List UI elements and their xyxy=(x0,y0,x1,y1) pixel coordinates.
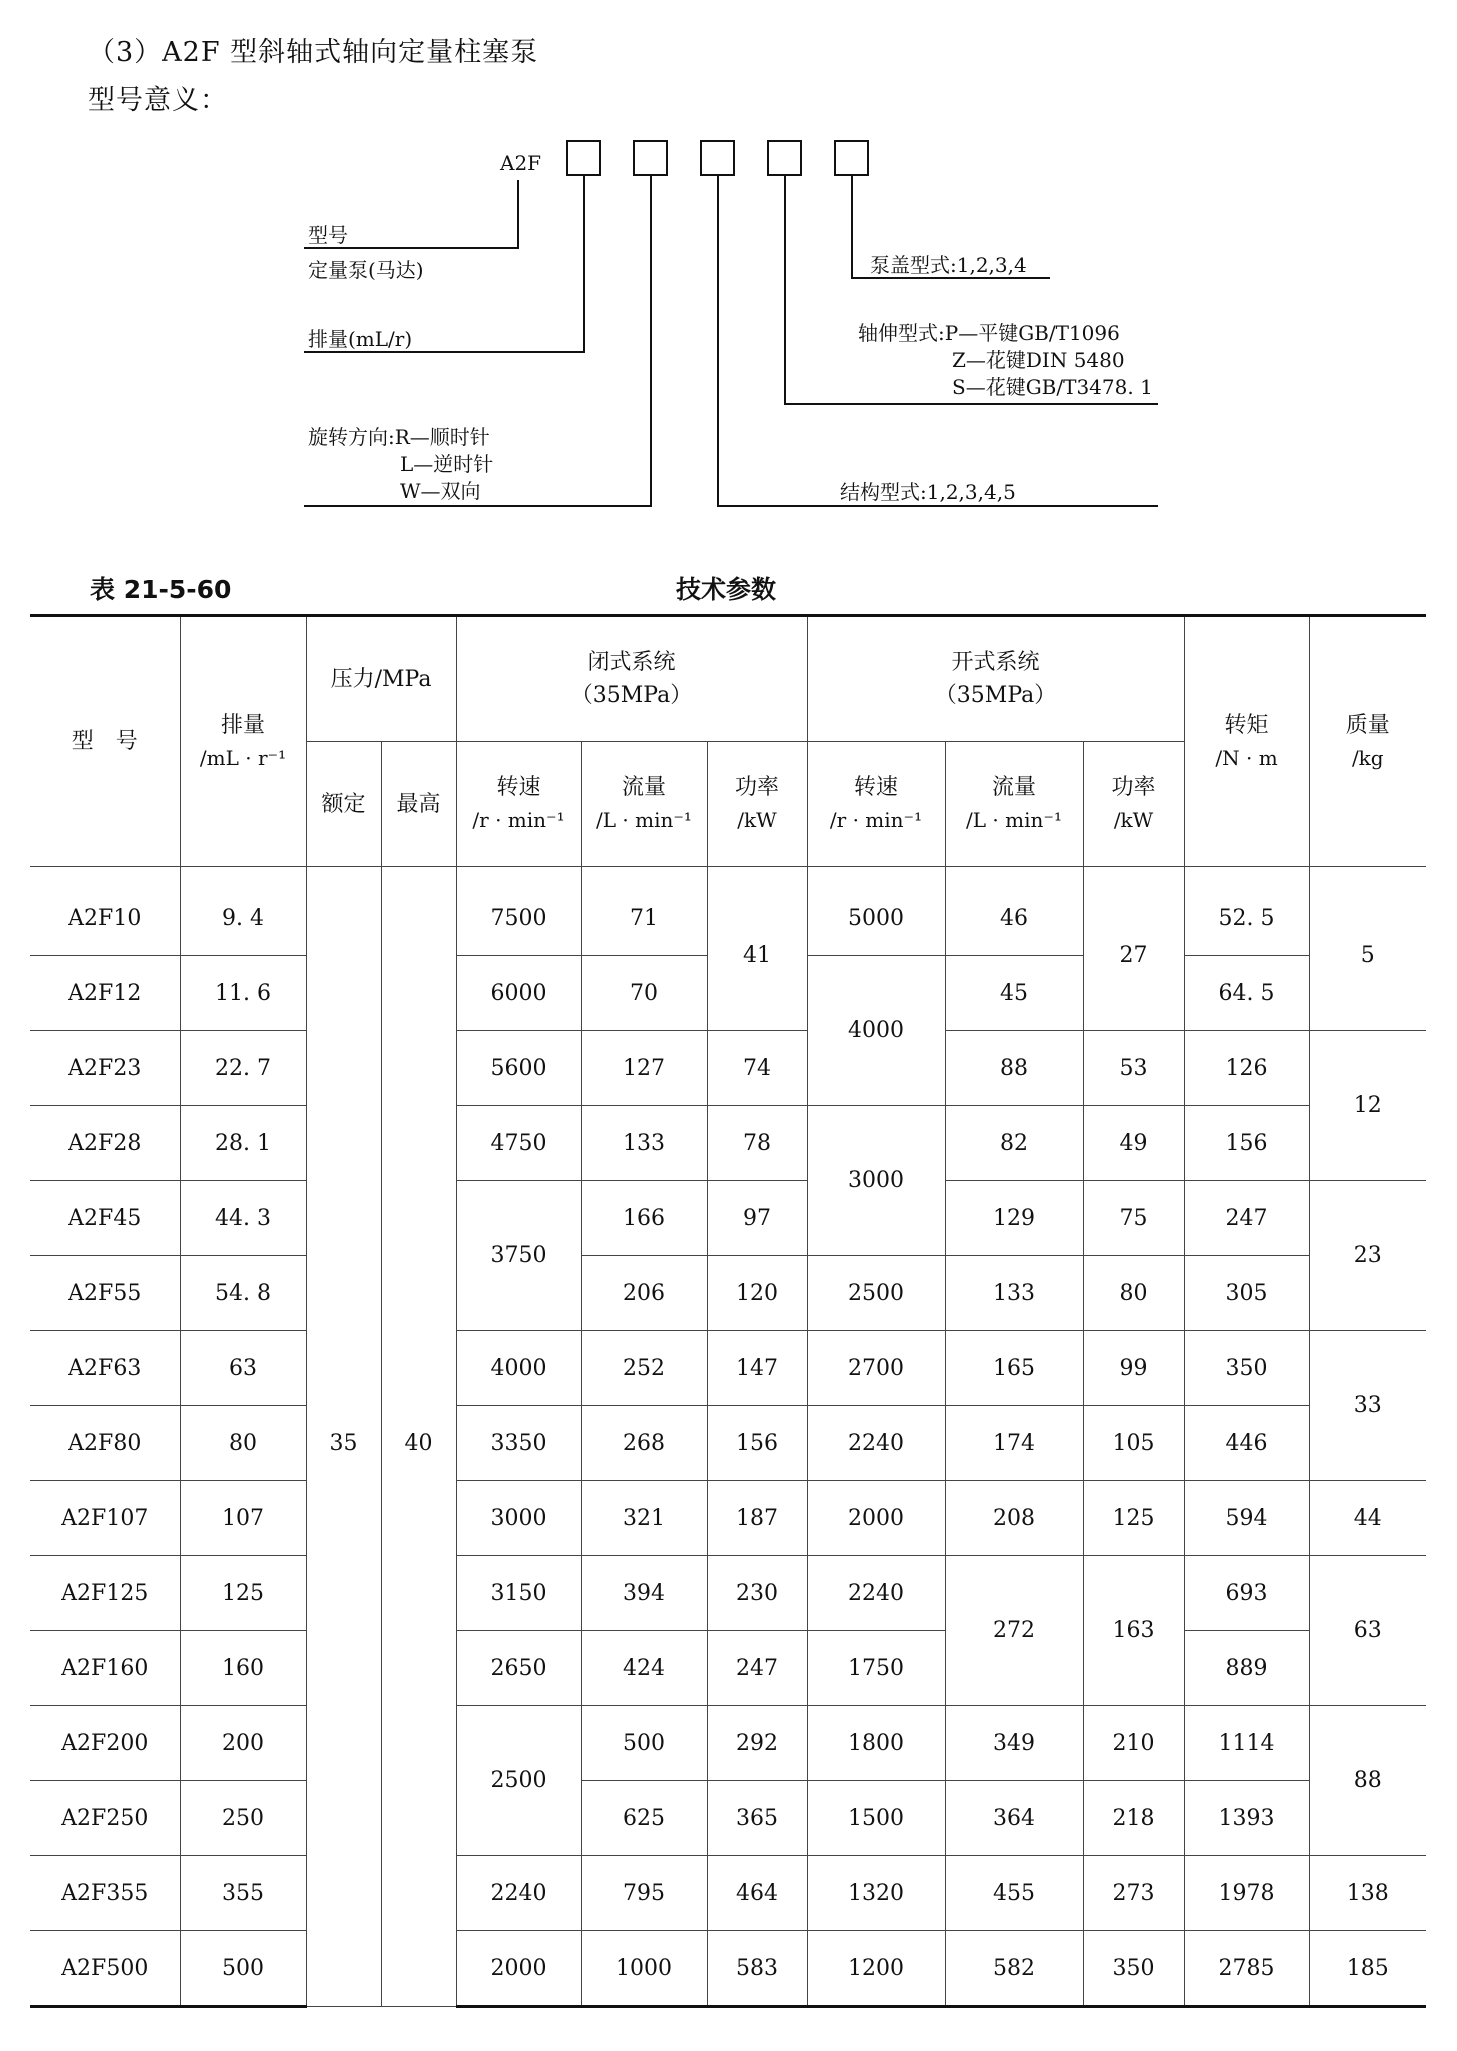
label-cover: 泵盖型式:1,2,3,4 xyxy=(870,253,1027,277)
header-open-speed: 转速 /r · min⁻¹ xyxy=(807,742,945,867)
cell-displacement: 160 xyxy=(180,1631,306,1706)
label-structure: 结构型式:1,2,3,4,5 xyxy=(840,480,1016,504)
cell-model: A2F45 xyxy=(30,1181,180,1256)
label-shaft-3: S—花键GB/T3478. 1 xyxy=(952,375,1153,399)
table-row xyxy=(30,867,1426,956)
cell-closed-speed: 3750 xyxy=(456,1181,581,1331)
cell-closed-power: 247 xyxy=(707,1631,807,1706)
cell-open-power: 163 xyxy=(1083,1556,1184,1706)
cell-open-flow: 46 xyxy=(945,867,1083,956)
cell-open-flow: 133 xyxy=(945,1256,1083,1331)
cell-displacement: 355 xyxy=(180,1856,306,1931)
cell-open-speed: 1320 xyxy=(807,1856,945,1931)
tech-params-table xyxy=(30,614,1426,2008)
cell-open-flow: 582 xyxy=(945,1931,1083,2007)
cell-closed-power: 292 xyxy=(707,1706,807,1781)
cell-max-pressure: 40 xyxy=(381,867,456,2007)
cell-open-power: 53 xyxy=(1083,1031,1184,1106)
cell-model: A2F355 xyxy=(30,1856,180,1931)
cell-closed-flow: 71 xyxy=(581,867,707,956)
cell-model: A2F12 xyxy=(30,956,180,1031)
table-row xyxy=(30,1856,1426,1931)
cell-open-flow: 165 xyxy=(945,1331,1083,1406)
cell-closed-flow: 625 xyxy=(581,1781,707,1856)
cell-open-speed: 3000 xyxy=(807,1106,945,1256)
cell-model: A2F107 xyxy=(30,1481,180,1556)
cell-open-power: 49 xyxy=(1083,1106,1184,1181)
cell-displacement: 250 xyxy=(180,1781,306,1856)
label-model: 型号 xyxy=(308,223,348,247)
code-box-1 xyxy=(567,141,600,175)
cell-closed-power: 78 xyxy=(707,1106,807,1181)
header-closed-system: 闭式系统 （35MPa） xyxy=(456,616,807,742)
cell-model: A2F125 xyxy=(30,1556,180,1631)
header-mass: 质量 /kg xyxy=(1309,616,1426,867)
cell-open-speed: 1800 xyxy=(807,1706,945,1781)
cell-open-speed: 2500 xyxy=(807,1256,945,1331)
cell-closed-speed: 3000 xyxy=(456,1481,581,1556)
cell-torque: 64. 5 xyxy=(1184,956,1309,1031)
cell-closed-flow: 424 xyxy=(581,1631,707,1706)
label-shaft-1: 轴伸型式:P—平键GB/T1096 xyxy=(858,321,1120,345)
cell-open-power: 99 xyxy=(1083,1331,1184,1406)
cell-open-speed: 4000 xyxy=(807,956,945,1106)
cell-open-flow: 45 xyxy=(945,956,1083,1031)
cell-displacement: 28. 1 xyxy=(180,1106,306,1181)
table-row xyxy=(30,1481,1426,1556)
cell-closed-power: 120 xyxy=(707,1256,807,1331)
cell-open-flow: 349 xyxy=(945,1706,1083,1781)
model-prefix: A2F xyxy=(500,151,542,175)
cell-open-flow: 174 xyxy=(945,1406,1083,1481)
cell-mass: 12 xyxy=(1309,1031,1426,1181)
cell-open-power: 80 xyxy=(1083,1256,1184,1331)
table-title: 技术参数 xyxy=(676,575,777,604)
cell-closed-speed: 4000 xyxy=(456,1331,581,1406)
cell-closed-power: 156 xyxy=(707,1406,807,1481)
cell-closed-speed: 2500 xyxy=(456,1706,581,1856)
cell-open-power: 273 xyxy=(1083,1856,1184,1931)
cell-closed-speed: 4750 xyxy=(456,1106,581,1181)
cell-torque: 1114 xyxy=(1184,1706,1309,1781)
cell-displacement: 11. 6 xyxy=(180,956,306,1031)
cell-torque: 446 xyxy=(1184,1406,1309,1481)
cell-mass: 33 xyxy=(1309,1331,1426,1481)
cell-closed-flow: 1000 xyxy=(581,1931,707,2007)
table-row xyxy=(30,1931,1426,2007)
cell-model: A2F500 xyxy=(30,1931,180,2007)
cell-open-flow: 129 xyxy=(945,1181,1083,1256)
cell-closed-flow: 321 xyxy=(581,1481,707,1556)
cell-model: A2F160 xyxy=(30,1631,180,1706)
cell-closed-power: 41 xyxy=(707,867,807,1031)
cell-closed-speed: 2240 xyxy=(456,1856,581,1931)
cell-closed-speed: 3150 xyxy=(456,1556,581,1631)
table-row xyxy=(30,1556,1426,1631)
cell-closed-flow: 133 xyxy=(581,1106,707,1181)
cell-closed-power: 74 xyxy=(707,1031,807,1106)
code-box-5 xyxy=(835,141,868,175)
model-meaning-label: 型号意义： xyxy=(88,85,228,116)
table-row xyxy=(30,1106,1426,1181)
cell-open-power: 125 xyxy=(1083,1481,1184,1556)
cell-closed-power: 187 xyxy=(707,1481,807,1556)
header-displacement: 排量 /mL · r⁻¹ xyxy=(180,616,306,867)
code-box-4 xyxy=(768,141,801,175)
cell-displacement: 54. 8 xyxy=(180,1256,306,1331)
cell-torque: 2785 xyxy=(1184,1931,1309,2007)
table-row xyxy=(30,1181,1426,1256)
label-rotation-1: 旋转方向:R—顺时针 xyxy=(308,425,490,449)
cell-closed-speed: 6000 xyxy=(456,956,581,1031)
cell-mass: 138 xyxy=(1309,1856,1426,1931)
header-pressure: 压力/MPa xyxy=(306,616,456,742)
cell-closed-speed: 2650 xyxy=(456,1631,581,1706)
cell-torque: 305 xyxy=(1184,1256,1309,1331)
cell-open-power: 75 xyxy=(1083,1181,1184,1256)
cell-closed-flow: 166 xyxy=(581,1181,707,1256)
cell-model: A2F55 xyxy=(30,1256,180,1331)
cell-model: A2F10 xyxy=(30,867,180,956)
cell-closed-flow: 268 xyxy=(581,1406,707,1481)
cell-closed-power: 464 xyxy=(707,1856,807,1931)
header-closed-power: 功率 /kW xyxy=(707,742,807,867)
cell-closed-power: 583 xyxy=(707,1931,807,2007)
cell-open-speed: 1750 xyxy=(807,1631,945,1706)
cell-model: A2F63 xyxy=(30,1331,180,1406)
cell-closed-flow: 500 xyxy=(581,1706,707,1781)
cell-open-speed: 2700 xyxy=(807,1331,945,1406)
cell-open-speed: 1500 xyxy=(807,1781,945,1856)
cell-mass: 5 xyxy=(1309,867,1426,1031)
cell-torque: 350 xyxy=(1184,1331,1309,1406)
code-box-2 xyxy=(634,141,667,175)
cell-open-speed: 2240 xyxy=(807,1406,945,1481)
cell-torque: 693 xyxy=(1184,1556,1309,1631)
cell-open-flow: 272 xyxy=(945,1556,1083,1706)
cell-closed-flow: 252 xyxy=(581,1331,707,1406)
cell-displacement: 500 xyxy=(180,1931,306,2007)
cell-open-speed: 1200 xyxy=(807,1931,945,2007)
cell-torque: 1393 xyxy=(1184,1781,1309,1856)
label-rotation-2: L—逆时针 xyxy=(400,452,494,476)
cell-mass: 44 xyxy=(1309,1481,1426,1556)
cell-open-speed: 2000 xyxy=(807,1481,945,1556)
cell-displacement: 44. 3 xyxy=(180,1181,306,1256)
cell-rated-pressure: 35 xyxy=(306,867,381,2007)
cell-model: A2F200 xyxy=(30,1706,180,1781)
table-row xyxy=(30,1406,1426,1481)
cell-mass: 63 xyxy=(1309,1556,1426,1706)
cell-open-flow: 455 xyxy=(945,1856,1083,1931)
cell-closed-speed: 3350 xyxy=(456,1406,581,1481)
cell-mass: 23 xyxy=(1309,1181,1426,1331)
cell-open-flow: 364 xyxy=(945,1781,1083,1856)
header-closed-speed: 转速 /r · min⁻¹ xyxy=(456,742,581,867)
label-pump-motor: 定量泵(马达) xyxy=(308,258,424,282)
cell-torque: 889 xyxy=(1184,1631,1309,1706)
table-number: 表 21-5-60 xyxy=(90,575,232,604)
cell-open-speed: 5000 xyxy=(807,867,945,956)
header-rated: 额定 xyxy=(306,742,381,867)
header-open-system: 开式系统 （35MPa） xyxy=(807,616,1184,742)
header-closed-flow: 流量 /L · min⁻¹ xyxy=(581,742,707,867)
cell-open-speed: 2240 xyxy=(807,1556,945,1631)
cell-closed-power: 230 xyxy=(707,1556,807,1631)
cell-torque: 52. 5 xyxy=(1184,867,1309,956)
cell-closed-flow: 127 xyxy=(581,1031,707,1106)
label-displacement: 排量(mL/r) xyxy=(308,327,413,351)
cell-open-flow: 82 xyxy=(945,1106,1083,1181)
cell-torque: 126 xyxy=(1184,1031,1309,1106)
cell-model: A2F23 xyxy=(30,1031,180,1106)
header-open-flow: 流量 /L · min⁻¹ xyxy=(945,742,1083,867)
cell-closed-power: 97 xyxy=(707,1181,807,1256)
table-row xyxy=(30,1331,1426,1406)
cell-closed-power: 147 xyxy=(707,1331,807,1406)
cell-open-power: 210 xyxy=(1083,1706,1184,1781)
table-row xyxy=(30,1031,1426,1106)
cell-open-flow: 208 xyxy=(945,1481,1083,1556)
cell-displacement: 107 xyxy=(180,1481,306,1556)
cell-displacement: 125 xyxy=(180,1556,306,1631)
header-torque: 转矩 /N · m xyxy=(1184,616,1309,867)
cell-closed-flow: 206 xyxy=(581,1256,707,1331)
model-code-diagram xyxy=(0,130,1457,520)
cell-torque: 156 xyxy=(1184,1106,1309,1181)
cell-closed-flow: 70 xyxy=(581,956,707,1031)
cell-closed-speed: 7500 xyxy=(456,867,581,956)
cell-torque: 594 xyxy=(1184,1481,1309,1556)
cell-open-power: 27 xyxy=(1083,867,1184,1031)
cell-closed-speed: 5600 xyxy=(456,1031,581,1106)
cell-displacement: 9. 4 xyxy=(180,867,306,956)
table-row xyxy=(30,1631,1426,1706)
cell-closed-speed: 2000 xyxy=(456,1931,581,2007)
table-row xyxy=(30,1781,1426,1856)
cell-model: A2F28 xyxy=(30,1106,180,1181)
cell-open-power: 105 xyxy=(1083,1406,1184,1481)
cell-open-power: 350 xyxy=(1083,1931,1184,2007)
cell-closed-power: 365 xyxy=(707,1781,807,1856)
table-row xyxy=(30,1256,1426,1331)
table-row xyxy=(30,1706,1426,1781)
cell-torque: 1978 xyxy=(1184,1856,1309,1931)
cell-open-flow: 88 xyxy=(945,1031,1083,1106)
header-open-power: 功率 /kW xyxy=(1083,742,1184,867)
cell-displacement: 63 xyxy=(180,1331,306,1406)
header-max: 最高 xyxy=(381,742,456,867)
label-rotation-3: W—双向 xyxy=(400,479,481,503)
cell-mass: 185 xyxy=(1309,1931,1426,2007)
cell-torque: 247 xyxy=(1184,1181,1309,1256)
cell-displacement: 80 xyxy=(180,1406,306,1481)
section-heading: （3）A2F 型斜轴式轴向定量柱塞泵 xyxy=(88,37,539,68)
cell-model: A2F80 xyxy=(30,1406,180,1481)
cell-model: A2F250 xyxy=(30,1781,180,1856)
code-box-3 xyxy=(701,141,734,175)
cell-closed-flow: 795 xyxy=(581,1856,707,1931)
header-model: 型 号 xyxy=(30,616,180,867)
cell-mass: 88 xyxy=(1309,1706,1426,1856)
cell-displacement: 200 xyxy=(180,1706,306,1781)
cell-closed-flow: 394 xyxy=(581,1556,707,1631)
cell-open-power: 218 xyxy=(1083,1781,1184,1856)
cell-displacement: 22. 7 xyxy=(180,1031,306,1106)
label-shaft-2: Z—花键DIN 5480 xyxy=(952,348,1125,372)
